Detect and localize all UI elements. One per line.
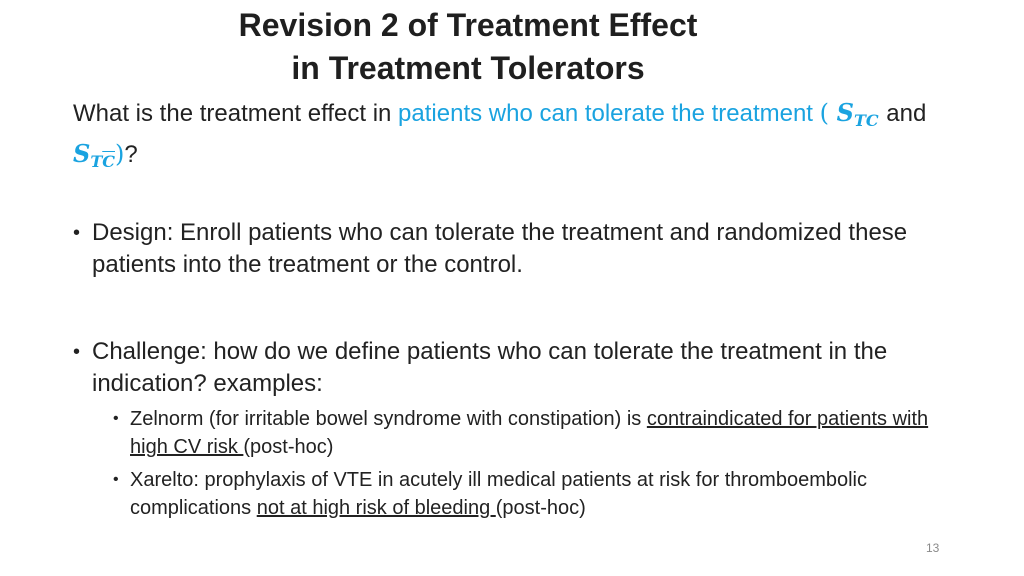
math-close-paren: )	[114, 140, 125, 168]
math-symbol-s-tcbar: S	[73, 139, 91, 168]
bullet-dot-icon: •	[73, 222, 81, 244]
sub-bullet-zelnorm-underlined: contraindicated for patients with high CV risk	[130, 408, 929, 458]
bullet-dot-icon: •	[73, 341, 81, 363]
sub-bullet-dot-icon: •	[113, 410, 119, 427]
title-line-2: in Treatment Tolerators	[291, 50, 645, 86]
question-highlight: patients who can tolerate the treatment	[398, 100, 813, 127]
bullet-challenge	[73, 336, 972, 400]
title-line-1: Revision 2 of Treatment Effect	[238, 7, 698, 43]
sub-bullet-zelnorm	[113, 405, 960, 461]
sub-bullet-zelnorm-after: (post-hoc)	[243, 436, 334, 458]
math-subscript-t: T	[90, 152, 103, 171]
sub-bullet-xarelto	[113, 466, 960, 522]
math-subscript-tc: TC	[854, 111, 879, 130]
math-symbol-s-tc: S	[836, 98, 854, 127]
sub-bullet-xarelto-underlined: not at high risk of bleeding	[256, 497, 496, 519]
question-prefix: What is the treatment effect in	[73, 100, 399, 127]
sub-bullet-xarelto-after: (post-hoc)	[495, 497, 586, 519]
sub-bullet-xarelto-before: Xarelto: prophylaxis of VTE in acutely ill medical patients at risk for thromboembolic complications	[130, 469, 867, 519]
slide-title	[150, 4, 786, 90]
math-subscript-tcbar	[90, 152, 115, 171]
bullet-design	[73, 217, 972, 281]
sub-bullet-zelnorm-before: Zelnorm (for irritable bowel syndrome with constipation) is	[130, 408, 647, 430]
math-open-paren: (	[819, 99, 830, 127]
question-suffix: ?	[124, 141, 138, 168]
math-and-label: and	[886, 100, 927, 127]
page-number: 13	[926, 541, 940, 555]
question-text	[73, 96, 973, 178]
sub-bullet-dot-icon: •	[113, 471, 119, 488]
math-subscript-c-bar: $\overline{C}$	[102, 152, 115, 171]
bullet-design-text: Design: Enroll patients who can tolerate the treatment and randomized these patients into the treatment or the control.	[92, 219, 908, 278]
bullet-challenge-text: Challenge: how do we define patients who can tolerate the treatment in the indication? examples:	[92, 338, 888, 397]
